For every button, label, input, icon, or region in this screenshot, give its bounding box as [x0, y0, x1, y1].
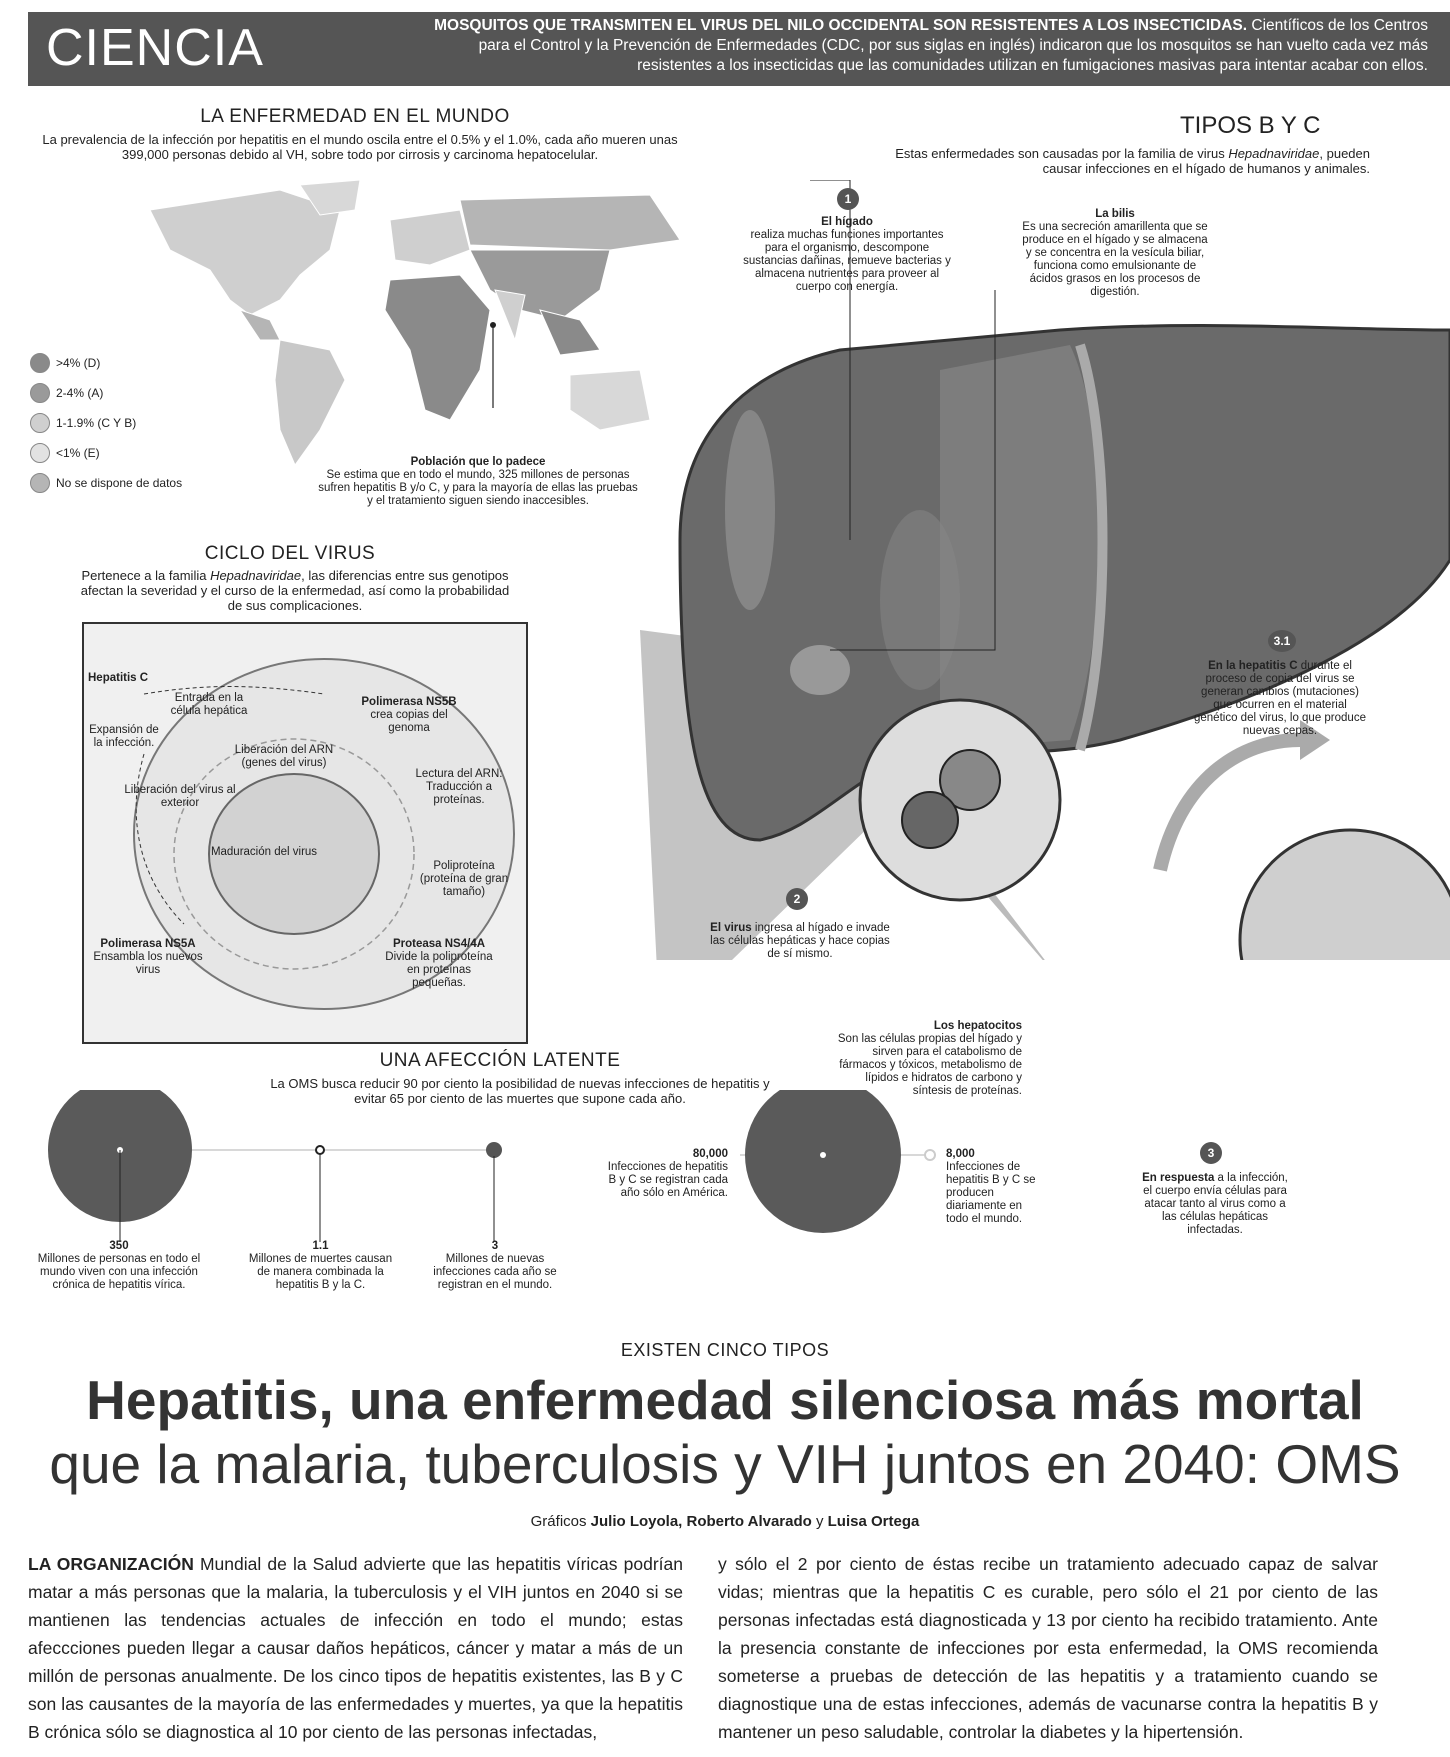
cycle-subtitle [80, 568, 510, 613]
types-title: TIPOS B Y C [1180, 112, 1321, 139]
stat-value: 1.1 [312, 1240, 329, 1252]
cycle-subtitle-a: Pertenece a la familia [81, 568, 211, 583]
step-3-badge: 3 [1200, 1142, 1222, 1164]
credits-prefix: Gráficos [530, 1513, 591, 1530]
map-southeast-asia [540, 310, 600, 355]
stat-text: Millones de muertes causan de manera combinada la hepatitis B y la C. [248, 1253, 393, 1291]
hepatitis-c-callout [1190, 660, 1370, 738]
section-header-bar [28, 12, 1450, 86]
article-column-1 [28, 1550, 683, 1746]
legend-swatch [30, 473, 50, 493]
hepatocytes-callout [830, 1020, 1022, 1098]
world-subtitle: La prevalencia de la infección por hepatitis en el mundo oscila entre el 0.5% y el 1.0%, cada año mueren unas 399,000 personas debido al VH, sobre todo por cirrosis y carcinoma hepatocelular. [42, 132, 678, 162]
liver-right-lobe [940, 345, 1100, 750]
cycle-subtitle-b: , las diferencias entre sus genotipos afectan la severidad y el curso de la enfermedad, así como la probabilidad de sus complicaciones. [80, 568, 510, 613]
bubble-8000 [925, 1150, 935, 1160]
cycle-ns5a-text: Ensambla los nuevos virus [93, 951, 203, 976]
liver-callout-title: El hígado [821, 216, 873, 228]
hepatitis-c-callout-text: durante el proceso de copia del virus se generan cambios (mutaciones) que ocurren en el material genético del virus, lo que produce nuevas cepas. [1194, 660, 1366, 737]
map-south-america [275, 340, 345, 465]
population-callout-text: Se estima que en todo el mundo, 325 millones de personas sufren hepatitis B y/o C, y para la mayoría de ellas las pruebas y el tratamiento siguen siendo inaccesibles. [318, 469, 638, 507]
virus-callout-text: ingresa al hígado e invade las células hepáticas y hace copias de sí mismo. [710, 922, 890, 960]
legend-label: 1-1.9% (C Y B) [56, 416, 137, 430]
bile-callout [1020, 208, 1210, 299]
mutation-arrow [1160, 740, 1300, 870]
virus-cycle-diagram [82, 622, 528, 1044]
legend-item [30, 408, 182, 438]
step-2-badge: 2 [786, 888, 808, 910]
bile-callout-title: La bilis [1095, 208, 1135, 220]
legend-item [30, 438, 182, 468]
response-callout [1140, 1172, 1290, 1237]
liver-highlight [725, 410, 775, 610]
credits-last-name: Luisa Ortega [827, 1513, 920, 1530]
cycle-entry-label: Entrada en la célula hepática [170, 692, 248, 717]
stat-text: Infecciones de hepatitis B y C se registran cada año sólo en América. [607, 1161, 728, 1199]
article-lead: LA ORGANIZACIÓN [28, 1554, 194, 1574]
cycle-ns5a-title: Polimerasa NS5A [100, 938, 196, 950]
cycle-rna-release-label: Liberación del ARN (genes del virus) [234, 744, 334, 769]
cycle-ns5b-text: crea copias del genoma [370, 709, 448, 734]
world-title: LA ENFERMEDAD EN EL MUNDO [200, 106, 510, 127]
cycle-ns4-text: Divide la poliproteína en proteínas pequeñas. [385, 951, 493, 989]
bubble-1-1 [316, 1146, 324, 1154]
legend-item [30, 468, 182, 498]
legend-label: No se dispone de datos [56, 476, 183, 490]
step-3-1-badge: 3.1 [1268, 630, 1296, 652]
legend-swatch [30, 383, 50, 403]
map-africa [385, 275, 490, 420]
latent-subtitle: La OMS busca reducir 90 por ciento la posibilidad de nuevas infecciones de hepatitis y evitar 65 por ciento de las muertes que supone cada año. [270, 1076, 770, 1106]
section-title: CIENCIA [46, 19, 264, 77]
legend-item [30, 378, 182, 408]
cycle-subtitle-family: Hepadnaviridae [210, 568, 302, 583]
article-column-1-text: Mundial de la Salud advierte que las hepatitis víricas podrían matar a más personas que la malaria, la tuberculosis y el VIH juntos en 2040 si se mantienen las tendencias actuales de infección en todo el mundo; estas afeccciones pueden llegar a causar daños hepáticos, cáncer y matar a más de un millón de personas anualmente. De los cinco tipos de hepatitis existentes, las B y C son las causantes de la mayoría de las enfermedades y muertes, ya que la hepatitis B crónica sólo se diagnostica al 10 por ciento de las personas infectadas, [28, 1554, 684, 1742]
latent-title: UNA AFECCIÓN LATENTE [379, 1050, 621, 1071]
hepatocytes-callout-text: Son las células propias del hígado y sirven para el catabolismo de fármacos y tóxicos, metabolismo de lípidos e hidratos de carbono y síntesis de proteínas. [837, 1033, 1022, 1097]
types-subtitle-a: Estas enfermedades son causadas por la familia de virus [895, 146, 1229, 161]
article-headline-sub: que la malaria, tuberculosis y VIH juntos en 2040: OMS [49, 1433, 1401, 1495]
bubble-3 [486, 1142, 502, 1158]
immune-cell-magnified [1240, 830, 1450, 960]
virus-callout-title: El virus [710, 922, 752, 934]
credits-y: y [811, 1513, 828, 1530]
gallbladder [790, 645, 850, 695]
credits-names: Julio Loyola, Roberto Alvarado [590, 1513, 812, 1530]
map-central-america [240, 310, 280, 340]
map-legend [30, 348, 182, 498]
cycle-polyprotein-label: Poliproteína (proteína de gran tamaño) [419, 860, 509, 898]
infected-cell [902, 792, 958, 848]
stat-value: 8,000 [946, 1148, 975, 1160]
population-callout-title: Población que lo padece [410, 456, 546, 468]
cycle-virus-release-label: Liberación del virus al exterior [124, 784, 236, 809]
article-kicker: EXISTEN CINCO TIPOS [620, 1340, 830, 1360]
cycle-ns5b-label [354, 696, 464, 735]
stat-america [606, 1148, 728, 1200]
stat-text: Millones de nuevas infecciones cada año se registran en el mundo. [433, 1253, 557, 1291]
cycle-maturation-label: Maduración del virus [210, 846, 318, 858]
bubble-80000 [745, 1090, 901, 1233]
stat-3 [420, 1240, 570, 1292]
step-1-badge: 1 [837, 188, 859, 210]
cycle-ns4-title: Proteasa NS4/4A [392, 938, 486, 950]
cycle-title: CICLO DEL VIRUS [204, 543, 376, 564]
bile-callout-text: Es una secreción amarillenta que se produce en el hígado y se almacena y se concentra en la vesícula biliar, funciona como emulsionante de ácidos grasos en los procesos de digestión. [1022, 221, 1208, 298]
world-map [130, 180, 690, 470]
cycle-hepc-label: Hepatitis C [88, 672, 149, 684]
stat-value: 350 [109, 1240, 129, 1252]
latent-bubbles [40, 1090, 1080, 1250]
types-subtitle-b: , pueden causar infecciones en el hígado de humanos y animales. [1042, 146, 1370, 176]
hepatocytes-callout-title: Los hepatocitos [933, 1020, 1022, 1032]
legend-swatch [30, 443, 50, 463]
response-callout-title: En respuesta [1142, 1172, 1215, 1184]
stat-daily [946, 1148, 1046, 1226]
legend-label: <1% (E) [56, 446, 100, 460]
map-australia [570, 370, 650, 430]
liver-callout-text: realiza muchas funciones importantes para el organismo, descompone sustancias dañinas, remueve bacterias y almacena nutrientes para proveer al cuerpo con energía. [743, 229, 951, 293]
population-callout [318, 456, 638, 508]
stat-text: Millones de personas en todo el mundo viven con una infección crónica de hepatitis vírica. [37, 1253, 201, 1291]
stat-1-1 [243, 1240, 398, 1292]
header-brief-headline: MOSQUITOS QUE TRANSMITEN EL VIRUS DEL NILO OCCIDENTAL SON RESISTENTES A LOS INSECTICIDAS. [434, 17, 1248, 34]
cycle-rna-reading-label: Lectura del ARN: Traducción a proteínas. [415, 768, 503, 806]
stat-350 [24, 1240, 214, 1292]
cycle-expansion-label: Expansión de la infección. [89, 724, 159, 749]
cycle-ns4-label [384, 938, 494, 990]
map-north-america [150, 190, 340, 315]
header-brief-text: Científicos de los Centros para el Control y la Prevención de Enfermedades (CDC, por sus siglas en inglés) indicaron que los mosquitos se han vuelto cada vez más resistentes a los insecticidas que las comunidades utilizan en fumigaciones masivas para intentar acabar con ellos. [478, 17, 1428, 74]
article-credits [0, 1513, 1450, 1530]
types-subtitle-family: Hepadnaviridae [1228, 146, 1320, 161]
liver-highlight [880, 510, 960, 690]
map-europe [390, 210, 470, 265]
legend-swatch [30, 353, 50, 373]
legend-label: 2-4% (A) [56, 386, 104, 400]
stat-text: Infecciones de hepatitis B y C se producen diariamente en todo el mundo. [946, 1161, 1036, 1225]
legend-swatch [30, 413, 50, 433]
header-brief [418, 16, 1428, 76]
liver-callout [742, 216, 952, 294]
legend-label: >4% (D) [56, 356, 101, 370]
response-callout-text: a la infección, el cuerpo envía células para atacar tanto al virus como a las células hepáticas infectadas. [1143, 1172, 1288, 1236]
stat-value: 80,000 [692, 1148, 728, 1160]
virus-callout [710, 922, 890, 961]
hepatitis-c-callout-title: En la hepatitis C [1208, 660, 1298, 672]
article-headline-main: Hepatitis, una enfermedad silenciosa más mortal [86, 1369, 1364, 1431]
map-india [495, 290, 525, 340]
types-subtitle [870, 146, 1370, 176]
legend-item [30, 348, 182, 378]
cycle-ns5b-title: Polimerasa NS5B [361, 696, 457, 708]
cycle-ns5a-label [88, 938, 208, 977]
article-column-2: y sólo el 2 por ciento de éstas recibe un tratamiento adecuado capaz de salvar vidas; mientras que la hepatitis C es curable, pero sólo el 21 por ciento de las personas infectadas está diagnosticada y 13 por ciento ha recibido tratamiento. Ante la presencia constante de infecciones por esta enfermedad, la OMS recomienda someterse a pruebas de detección de las hepatitis y a tratamiento cuando se diagnostique una de estas infecciones, además de vacunarse contra la hepatitis B y mantener un peso saludable, controlar la diabetes y la hipertensión. [718, 1554, 1378, 1742]
stat-value: 3 [491, 1240, 499, 1252]
